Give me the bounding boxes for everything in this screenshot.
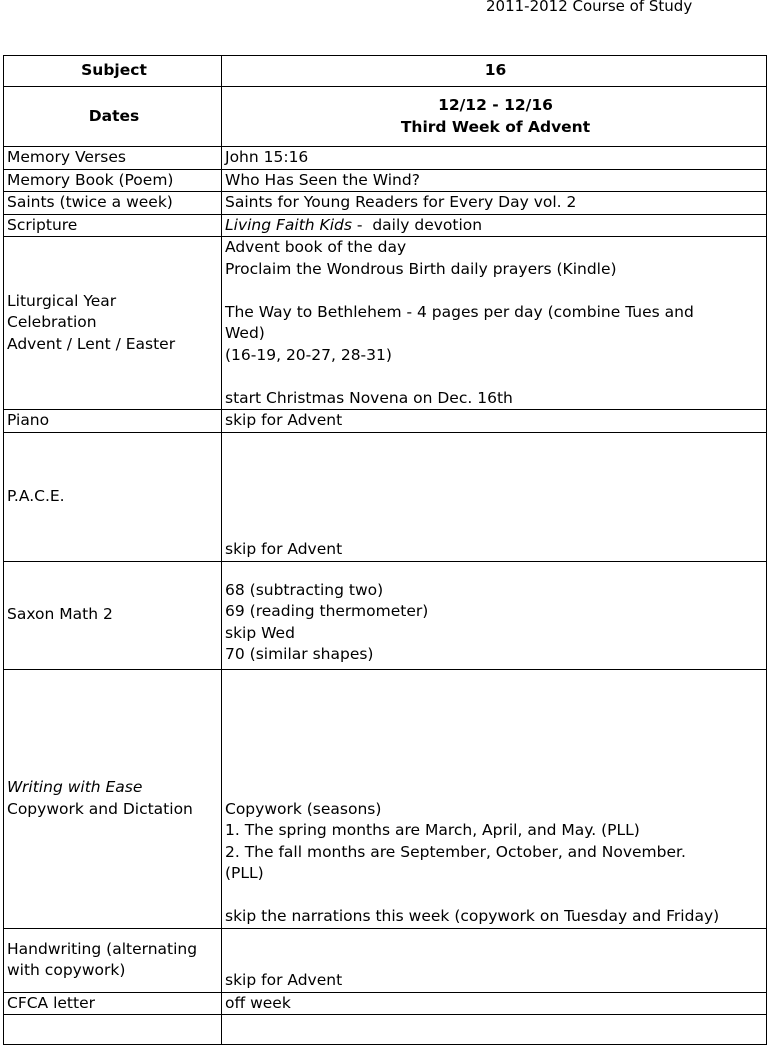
content-cell: Who Has Seen the Wind? xyxy=(222,169,767,192)
subject-line: Celebration xyxy=(7,313,97,332)
content-cell xyxy=(222,1015,767,1045)
subject-cell: Memory Verses xyxy=(4,147,222,170)
content-line: 2. The fall months are September, October, and November. xyxy=(225,842,686,861)
subject-cell: P.A.C.E. xyxy=(4,432,222,561)
content-cell: John 15:16 xyxy=(222,147,767,170)
content-line: Advent book of the day xyxy=(225,238,407,256)
week-name: Third Week of Advent xyxy=(400,117,591,136)
content-cell: skip for Advent xyxy=(222,410,767,433)
content-cell xyxy=(222,237,767,410)
content-line: skip Wed xyxy=(225,623,295,642)
content-line: 70 (similar shapes) xyxy=(225,645,374,663)
dates-row xyxy=(4,87,767,147)
scripture-row xyxy=(4,214,767,237)
content-cell: skip for Advent xyxy=(222,928,767,992)
week-number: 16 xyxy=(222,56,767,87)
date-range: 12/12 - 12/16 xyxy=(438,96,553,114)
content-cell: skip for Advent xyxy=(222,432,767,561)
subject-cell: Saxon Math 2 xyxy=(4,561,222,669)
content-line: The Way to Bethlehem - 4 pages per day (combine Tues and xyxy=(225,302,694,321)
content-cell: off week xyxy=(222,992,767,1015)
blank-line xyxy=(225,366,766,388)
handwriting-row xyxy=(4,928,767,992)
blank-line xyxy=(225,280,766,302)
content-cell: Saints for Young Readers for Every Day vol. 2 xyxy=(222,192,767,215)
empty-row xyxy=(4,1015,767,1045)
blank-line xyxy=(225,885,766,907)
cfca-letter-row xyxy=(4,992,767,1015)
dates-label: Dates xyxy=(4,87,222,147)
content-line: (16-19, 20-27, 28-31) xyxy=(225,345,392,364)
subject-cell xyxy=(4,237,222,410)
subject-cell: Memory Book (Poem) xyxy=(4,169,222,192)
course-of-study-table xyxy=(3,55,767,1045)
content-line: (PLL) xyxy=(225,864,264,882)
liturgical-year-row xyxy=(4,237,767,410)
memory-book-row xyxy=(4,169,767,192)
piano-row xyxy=(4,410,767,433)
content-cell xyxy=(222,669,767,928)
content-line: 69 (reading thermometer) xyxy=(225,602,429,620)
pace-row xyxy=(4,432,767,561)
subject-line: Liturgical Year xyxy=(7,291,117,310)
content-line: 1. The spring months are March, April, and May. (PLL) xyxy=(225,821,640,839)
subject-cell: Scripture xyxy=(4,214,222,237)
content-line: Proclaim the Wondrous Birth daily prayers (Kindle) xyxy=(225,259,617,278)
content-line: start Christmas Novena on Dec. 16th xyxy=(225,388,513,407)
subject-line xyxy=(7,777,221,799)
content-line: Copywork (seasons) xyxy=(225,799,382,818)
subject-line: Advent / Lent / Easter xyxy=(7,334,176,353)
subject-row xyxy=(4,56,767,87)
scripture-note: - daily devotion xyxy=(351,215,483,234)
content-line: 68 (subtracting two) xyxy=(225,580,384,599)
subject-cell xyxy=(4,928,222,992)
subject-cell xyxy=(4,669,222,928)
subject-cell: CFCA letter xyxy=(4,992,222,1015)
week-dates xyxy=(222,87,767,147)
writing-row xyxy=(4,669,767,928)
subject-cell: Saints (twice a week) xyxy=(4,192,222,215)
content-line: skip the narrations this week (copywork on Tuesday and Friday) xyxy=(225,907,720,925)
saints-row xyxy=(4,192,767,215)
saxon-math-row xyxy=(4,561,767,669)
scripture-title: Living Faith Kids xyxy=(225,215,352,234)
subject-line: Copywork and Dictation xyxy=(7,799,193,818)
subject-cell: Piano xyxy=(4,410,222,433)
writing-book-title: Writing with Ease xyxy=(7,778,143,796)
content-cell xyxy=(222,561,767,669)
subject-cell xyxy=(4,1015,222,1045)
subject-line: with copywork) xyxy=(7,961,126,979)
subject-label: Subject xyxy=(4,56,222,87)
subject-line: Handwriting (alternating xyxy=(7,939,198,958)
content-cell xyxy=(222,214,767,237)
content-line: Wed) xyxy=(225,324,265,342)
memory-verses-row xyxy=(4,147,767,170)
course-title: 2011-2012 Course of Study xyxy=(486,0,693,15)
